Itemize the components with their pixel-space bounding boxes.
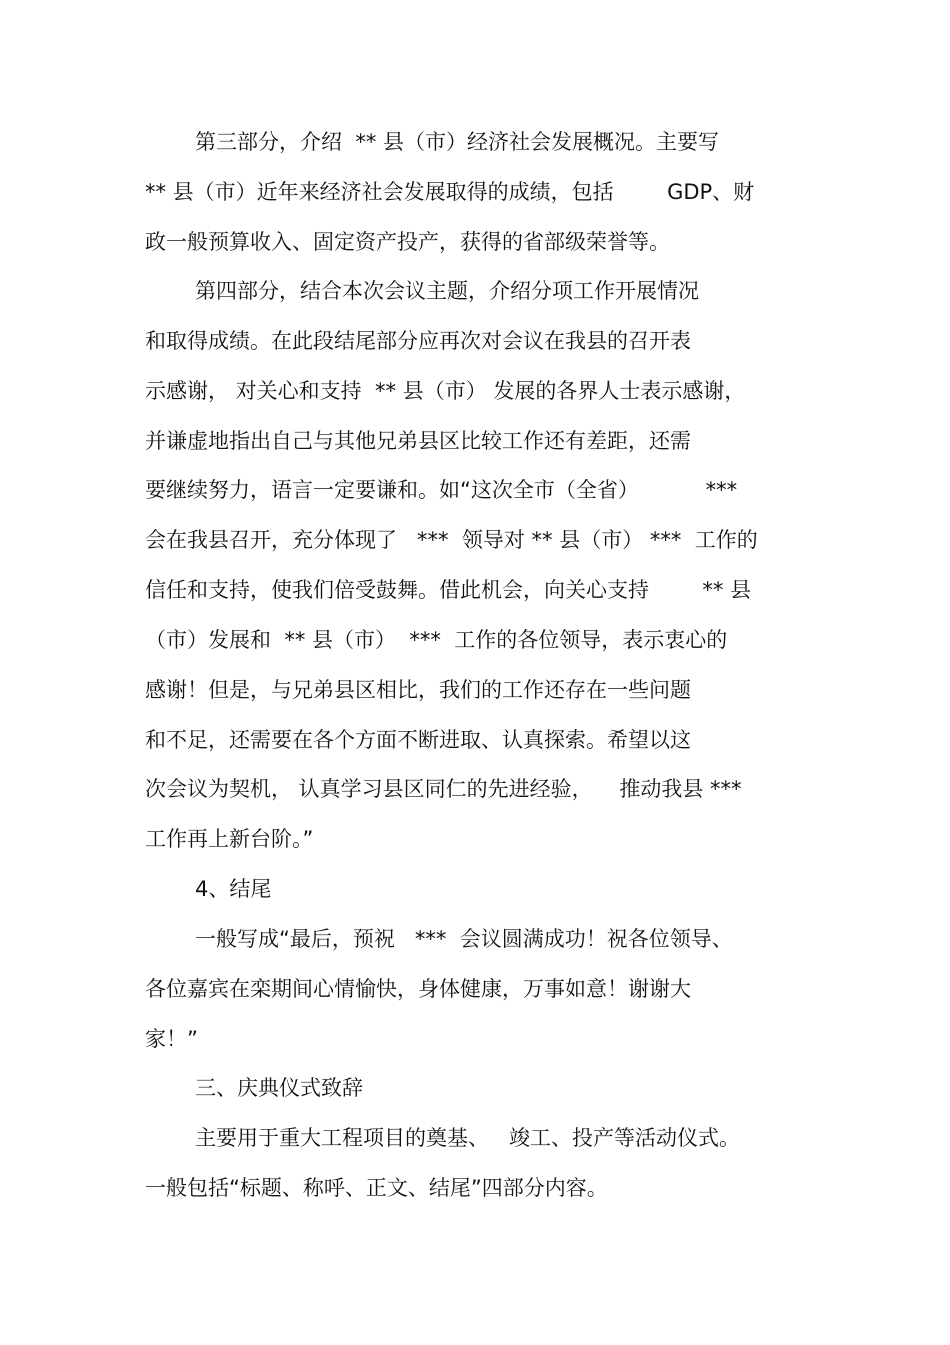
text-line: ** 县（市）近年来经济社会发展取得的成绩，包括 GDP、财 (145, 180, 755, 204)
text-line: 示感谢， 对关心和支持 ** 县（市） 发展的各界人士表示感谢， (145, 379, 746, 403)
section-heading: 4、结尾 (195, 877, 272, 901)
text-line: 并谦虚地指出自己与其他兄弟县区比较工作还有差距，还需 (145, 429, 691, 453)
text-line: 家！” (145, 1027, 198, 1051)
text-line: 主要用于重大工程项目的奠基、 竣工、投产等活动仪式。 (195, 1126, 741, 1150)
text-line: 工作再上新台阶。” (145, 827, 314, 851)
text-line: 信任和支持，使我们倍受鼓舞。借此机会，向关心支持 ** 县 (145, 578, 752, 602)
text-line: 政一般预算收入、固定资产投产，获得的省部级荣誉等。 (145, 230, 670, 254)
text-line: 各位嘉宾在栾期间心情愉快，身体健康，万事如意！谢谢大 (145, 977, 691, 1001)
text-line: 感谢！但是，与兄弟县区相比，我们的工作还存在一些问题 (145, 678, 691, 702)
section-heading: 三、庆典仪式致辞 (195, 1076, 363, 1100)
text-line: （市）发展和 ** 县（市） *** 工作的各位领导，表示衷心的 (145, 628, 728, 652)
text-line: 第四部分，结合本次会议主题，介绍分项工作开展情况 (195, 279, 699, 303)
text-line: 一般包括“标题、称呼、正文、结尾”四部分内容。 (145, 1176, 608, 1200)
text-line: 和取得成绩。在此段结尾部分应再次对会议在我县的召开表 (145, 329, 691, 353)
text-line: 要继续努力，语言一定要谦和。如“这次全市（全省） *** (145, 478, 738, 502)
text-line: 和不足，还需要在各个方面不断进取、认真探索。希望以这 (145, 728, 691, 752)
text-line: 第三部分，介绍 ** 县（市）经济社会发展概况。主要写 (195, 130, 720, 154)
text-line: 次会议为契机， 认真学习县区同仁的先进经验， 推动我县 *** (145, 777, 742, 801)
text-line: 会在我县召开，充分体现了 *** 领导对 ** 县（市） *** 工作的 (145, 528, 758, 552)
text-line: 一般写成“最后，预祝 *** 会议圆满成功！祝各位领导、 (195, 927, 733, 951)
